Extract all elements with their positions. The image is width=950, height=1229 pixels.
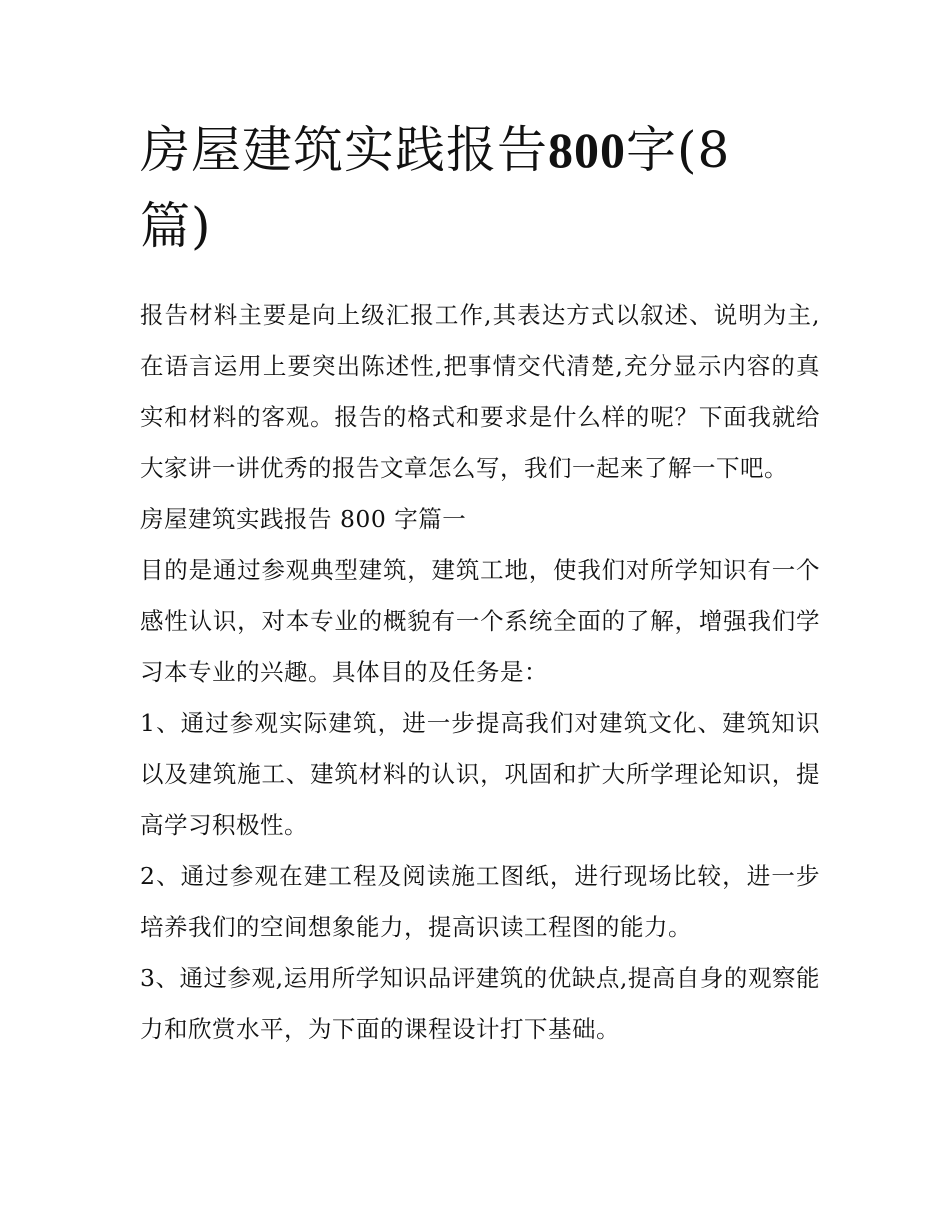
document-title: [140, 112, 820, 264]
document-body: [140, 290, 820, 1055]
list-item-1: 1、通过参观实际建筑，进一步提高我们对建筑文化、建筑知识以及建筑施工、建筑材料的认识，巩固和扩大所学理论知识，提高学习积极性。: [140, 709, 820, 839]
intro-paragraph: 报告材料主要是向上级汇报工作,其表达方式以叙述、说明为主,在语言运用上要突出陈述性,把事情交代清楚,充分显示内容的真实和材料的客观。报告的格式和要求是什么样的呢？下面我就给大家讲一讲优秀的报告文章怎么写，我们一起来了解一下吧。: [140, 301, 820, 482]
section-heading: 房屋建筑实践报告 800 字篇一: [140, 505, 467, 533]
list-item-2: 2、通过参观在建工程及阅读施工图纸，进行现场比较，进一步培养我们的空间想象能力，提高识读工程图的能力。: [140, 862, 820, 941]
list-item-3: 3、通过参观,运用所学知识品评建筑的优缺点,提高自身的观察能力和欣赏水平，为下面的课程设计打下基础。: [140, 964, 820, 1043]
title-number: 800: [548, 122, 626, 178]
title-line-2: 篇): [140, 197, 212, 255]
document-page: [140, 112, 820, 1055]
purpose-paragraph: 目的是通过参观典型建筑，建筑工地，使我们对所学知识有一个感性认识，对本专业的概貌有一个系统全面的了解，增强我们学习本专业的兴趣。具体目的及任务是：: [140, 556, 820, 686]
title-main: 房屋建筑实践报告: [140, 121, 548, 179]
title-tail: 字(8: [626, 121, 731, 179]
